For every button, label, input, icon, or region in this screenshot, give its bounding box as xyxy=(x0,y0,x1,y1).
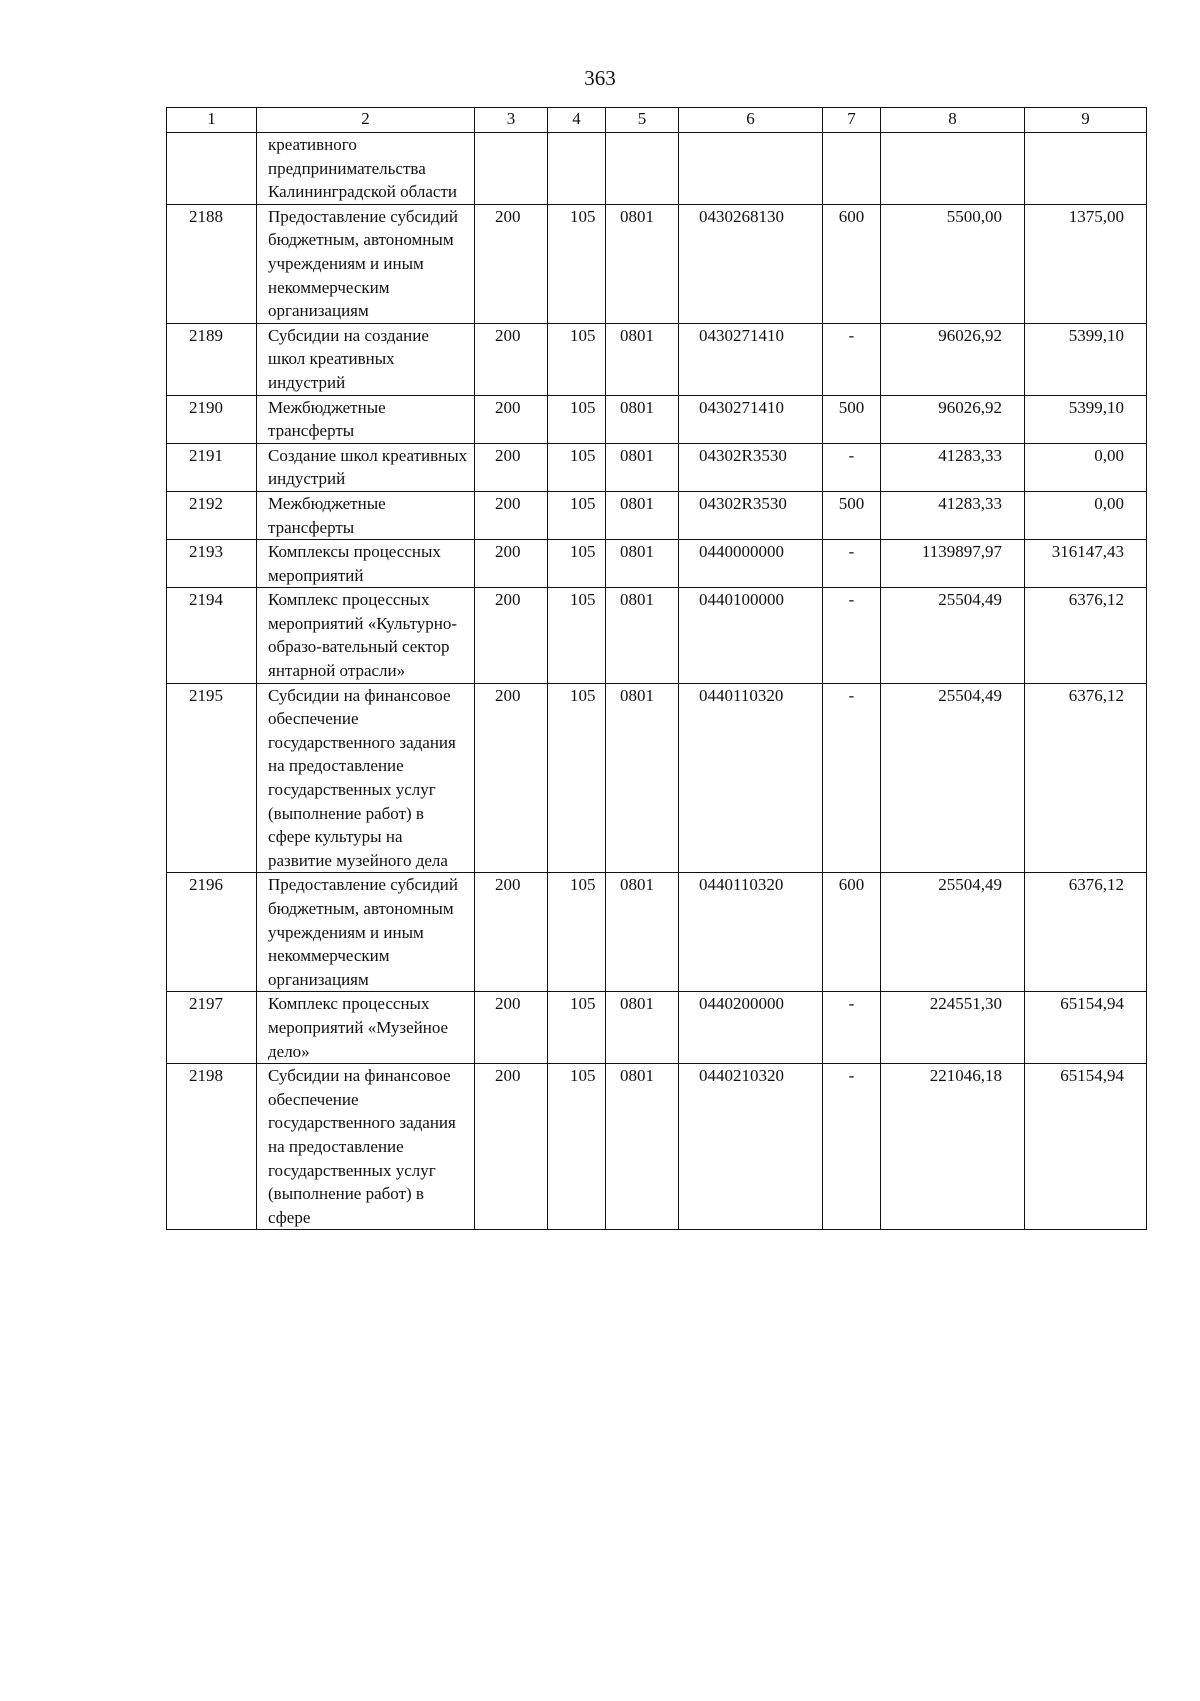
amount-column-9-cell: 0,00 xyxy=(1025,443,1147,491)
column-header-9: 9 xyxy=(1025,108,1147,133)
expense-type-cell: 600 xyxy=(823,204,881,323)
amount-column-8-cell: 224551,30 xyxy=(881,992,1025,1064)
section-code-cell: 0801 xyxy=(606,443,679,491)
table-row xyxy=(167,443,1147,491)
code-4-cell: 105 xyxy=(548,683,606,873)
page-number: 363 xyxy=(584,66,616,90)
header-row xyxy=(167,108,1147,133)
item-name-cell: Комплекс процессных мероприятий «Музейное дело» xyxy=(257,992,475,1064)
column-header-6: 6 xyxy=(679,108,823,133)
expense-type-cell: 500 xyxy=(823,491,881,539)
section-code-cell: 0801 xyxy=(606,395,679,443)
section-code-cell: 0801 xyxy=(606,491,679,539)
expense-type-cell: - xyxy=(823,540,881,588)
amount-column-8-cell: 96026,92 xyxy=(881,323,1025,395)
section-code-cell: 0801 xyxy=(606,873,679,992)
column-header-4: 4 xyxy=(548,108,606,133)
table-header xyxy=(167,108,1147,133)
target-article-cell: 0440210320 xyxy=(679,1064,823,1230)
table-row xyxy=(167,491,1147,539)
ministry-code-cell: 200 xyxy=(475,588,548,683)
table-row xyxy=(167,204,1147,323)
row-number-cell: 2198 xyxy=(167,1064,257,1230)
code-4-cell: 105 xyxy=(548,395,606,443)
amount-column-8-cell: 41283,33 xyxy=(881,491,1025,539)
section-code-cell: 0801 xyxy=(606,992,679,1064)
section-code-cell: 0801 xyxy=(606,323,679,395)
amount-column-9-cell: 316147,43 xyxy=(1025,540,1147,588)
row-number-cell: 2197 xyxy=(167,992,257,1064)
code-4-cell: 105 xyxy=(548,873,606,992)
item-name-cell: Комплексы процессных мероприятий xyxy=(257,540,475,588)
column-header-8: 8 xyxy=(881,108,1025,133)
expense-type-cell: - xyxy=(823,588,881,683)
section-code-cell: 0801 xyxy=(606,204,679,323)
code-4-cell: 105 xyxy=(548,588,606,683)
item-name-cell: Создание школ креативных индустрий xyxy=(257,443,475,491)
ministry-code-cell: 200 xyxy=(475,540,548,588)
row-number-cell: 2189 xyxy=(167,323,257,395)
target-article-cell: 0430271410 xyxy=(679,323,823,395)
ministry-code-cell: 200 xyxy=(475,204,548,323)
row-number-cell: 2190 xyxy=(167,395,257,443)
item-name-cell: Субсидии на создание школ креативных индустрий xyxy=(257,323,475,395)
code-4-cell: 105 xyxy=(548,443,606,491)
code-4-cell: 105 xyxy=(548,1064,606,1230)
table-row xyxy=(167,1064,1147,1230)
row-number-cell: 2194 xyxy=(167,588,257,683)
amount-column-9-cell: 6376,12 xyxy=(1025,683,1147,873)
row-number-cell: 2192 xyxy=(167,491,257,539)
amount-column-8-cell: 25504,49 xyxy=(881,873,1025,992)
amount-column-8-cell: 221046,18 xyxy=(881,1064,1025,1230)
expense-type-cell: - xyxy=(823,683,881,873)
target-article-cell: 0440110320 xyxy=(679,683,823,873)
amount-column-8-cell: 25504,49 xyxy=(881,588,1025,683)
expense-type-cell: - xyxy=(823,443,881,491)
item-name-cell: Предоставление субсидий бюджетным, автономным учреждениям и иным некоммерческим организациям xyxy=(257,204,475,323)
row-number-cell xyxy=(167,133,257,205)
code-4-cell: 105 xyxy=(548,204,606,323)
code-4-cell xyxy=(548,133,606,205)
item-name-cell: Субсидии на финансовое обеспечение государственного задания на предоставление государственных услуг (выполнение работ) в сфере xyxy=(257,1064,475,1230)
amount-column-9-cell: 5399,10 xyxy=(1025,395,1147,443)
item-name-cell: Межбюджетные трансферты xyxy=(257,395,475,443)
target-article-cell: 0440200000 xyxy=(679,992,823,1064)
table-row xyxy=(167,133,1147,205)
ministry-code-cell: 200 xyxy=(475,683,548,873)
row-number-cell: 2193 xyxy=(167,540,257,588)
amount-column-9-cell: 0,00 xyxy=(1025,491,1147,539)
amount-column-8-cell: 25504,49 xyxy=(881,683,1025,873)
column-header-5: 5 xyxy=(606,108,679,133)
table-row xyxy=(167,395,1147,443)
row-number-cell: 2196 xyxy=(167,873,257,992)
amount-column-9-cell: 65154,94 xyxy=(1025,1064,1147,1230)
amount-column-9-cell: 6376,12 xyxy=(1025,873,1147,992)
target-article-cell: 0440100000 xyxy=(679,588,823,683)
row-number-cell: 2191 xyxy=(167,443,257,491)
target-article-cell: 04302R3530 xyxy=(679,443,823,491)
amount-column-8-cell: 5500,00 xyxy=(881,204,1025,323)
expense-type-cell xyxy=(823,133,881,205)
amount-column-9-cell: 65154,94 xyxy=(1025,992,1147,1064)
target-article-cell: 0430268130 xyxy=(679,204,823,323)
section-code-cell: 0801 xyxy=(606,540,679,588)
table-body xyxy=(167,133,1147,1230)
ministry-code-cell: 200 xyxy=(475,873,548,992)
code-4-cell: 105 xyxy=(548,992,606,1064)
ministry-code-cell: 200 xyxy=(475,992,548,1064)
column-header-2: 2 xyxy=(257,108,475,133)
table-row xyxy=(167,992,1147,1064)
table-row xyxy=(167,683,1147,873)
column-header-7: 7 xyxy=(823,108,881,133)
amount-column-9-cell xyxy=(1025,133,1147,205)
item-name-cell: креативного предпринимательства Калининградской области xyxy=(257,133,475,205)
target-article-cell: 04302R3530 xyxy=(679,491,823,539)
amount-column-9-cell: 5399,10 xyxy=(1025,323,1147,395)
target-article-cell: 0440000000 xyxy=(679,540,823,588)
section-code-cell: 0801 xyxy=(606,683,679,873)
expense-type-cell: - xyxy=(823,1064,881,1230)
ministry-code-cell xyxy=(475,133,548,205)
amount-column-8-cell: 96026,92 xyxy=(881,395,1025,443)
item-name-cell: Субсидии на финансовое обеспечение государственного задания на предоставление государственных услуг (выполнение работ) в сфере культуры на развитие музейного дела xyxy=(257,683,475,873)
section-code-cell: 0801 xyxy=(606,588,679,683)
ministry-code-cell: 200 xyxy=(475,1064,548,1230)
row-number-cell: 2195 xyxy=(167,683,257,873)
table-row xyxy=(167,540,1147,588)
code-4-cell: 105 xyxy=(548,540,606,588)
amount-column-9-cell: 1375,00 xyxy=(1025,204,1147,323)
ministry-code-cell: 200 xyxy=(475,395,548,443)
item-name-cell: Межбюджетные трансферты xyxy=(257,491,475,539)
item-name-cell: Комплекс процессных мероприятий «Культурно-образо-вательный сектор янтарной отрасли» xyxy=(257,588,475,683)
amount-column-8-cell xyxy=(881,133,1025,205)
amount-column-8-cell: 1139897,97 xyxy=(881,540,1025,588)
expense-type-cell: - xyxy=(823,992,881,1064)
expense-type-cell: - xyxy=(823,323,881,395)
amount-column-9-cell: 6376,12 xyxy=(1025,588,1147,683)
ministry-code-cell: 200 xyxy=(475,491,548,539)
table-row xyxy=(167,873,1147,992)
budget-table xyxy=(166,107,1147,1230)
table-row xyxy=(167,588,1147,683)
target-article-cell: 0440110320 xyxy=(679,873,823,992)
code-4-cell: 105 xyxy=(548,491,606,539)
table-row xyxy=(167,323,1147,395)
section-code-cell xyxy=(606,133,679,205)
target-article-cell: 0430271410 xyxy=(679,395,823,443)
code-4-cell: 105 xyxy=(548,323,606,395)
column-header-3: 3 xyxy=(475,108,548,133)
expense-type-cell: 600 xyxy=(823,873,881,992)
ministry-code-cell: 200 xyxy=(475,443,548,491)
section-code-cell: 0801 xyxy=(606,1064,679,1230)
expense-type-cell: 500 xyxy=(823,395,881,443)
target-article-cell xyxy=(679,133,823,205)
column-header-1: 1 xyxy=(167,108,257,133)
item-name-cell: Предоставление субсидий бюджетным, автономным учреждениям и иным некоммерческим организациям xyxy=(257,873,475,992)
row-number-cell: 2188 xyxy=(167,204,257,323)
amount-column-8-cell: 41283,33 xyxy=(881,443,1025,491)
ministry-code-cell: 200 xyxy=(475,323,548,395)
